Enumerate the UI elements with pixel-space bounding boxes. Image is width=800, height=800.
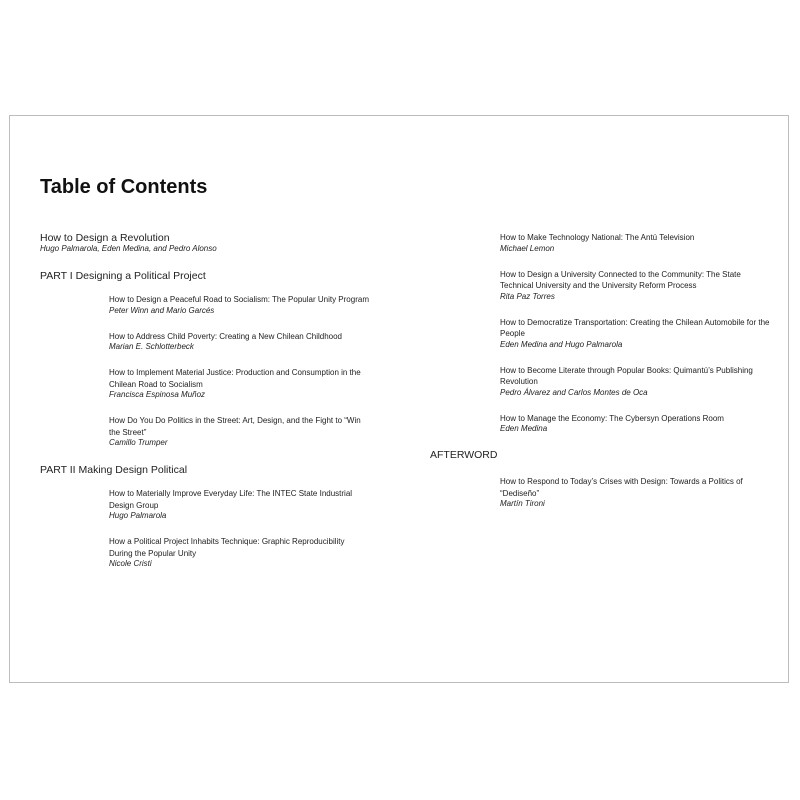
toc-entry <box>109 415 370 448</box>
toc-entry <box>500 413 770 435</box>
entry-authors: Peter Winn and Mario Garcés <box>109 305 215 315</box>
entry-authors: Nicole Cristi <box>109 559 152 568</box>
entry-title: How to Materially Improve Everyday Life: The INTEC State Industrial Design Group <box>109 489 353 510</box>
part-heading: PART I Designing a Political Project <box>40 270 206 282</box>
toc-entry <box>109 331 370 353</box>
right-column <box>430 232 770 524</box>
entry-authors: Hugo Palmarola <box>109 511 167 520</box>
entry-authors: Michael Lemon <box>500 243 555 253</box>
entry-title: How to Design a Revolution <box>40 232 170 244</box>
entry-authors: Eden Medina and Hugo Palmarola <box>500 339 623 349</box>
entry-title: How to Manage the Economy: The Cybersyn Operations Room <box>500 413 724 423</box>
toc-entry <box>500 476 770 509</box>
entry-title: How a Political Project Inhabits Technique: Graphic Reproducibility During the Popular Unity <box>109 537 345 558</box>
entry-title: How to Respond to Today’s Crises with Design: Towards a Politics of “Dediseño” <box>500 477 743 498</box>
entry-title: How to Design a Peaceful Road to Socialism: The Popular Unity Program <box>109 295 369 304</box>
entry-title: How to Implement Material Justice: Production and Consumption in the Chilean Road to Socialism <box>109 368 361 389</box>
part-heading: PART II Making Design Political <box>40 464 188 476</box>
toc-entry <box>109 536 370 569</box>
left-column <box>40 232 370 584</box>
part-1-entries <box>109 294 370 448</box>
entry-authors: Martín Tironi <box>500 499 545 508</box>
toc-entry <box>500 232 770 254</box>
entry-authors: Camillo Trumper <box>109 438 168 447</box>
page-title: Table of Contents <box>40 176 208 198</box>
afterword-heading: AFTERWORD <box>430 449 498 461</box>
entry-authors: Francisca Espinosa Muñoz <box>109 390 206 399</box>
entry-authors: Rita Paz Torres <box>500 291 555 301</box>
entry-title: How to Design a University Connected to the Community: The State Technical University and the University Reform Process <box>500 269 741 290</box>
toc-entry <box>500 365 770 398</box>
entry-title: How to Democratize Transportation: Creating the Chilean Automobile for the People <box>500 317 770 338</box>
entry-authors: Marian E. Schlotterbeck <box>109 342 194 351</box>
toc-entry <box>500 317 770 350</box>
afterword-entries <box>500 476 770 509</box>
entry-authors: Pedro Álvarez and Carlos Montes de Oca <box>500 387 648 397</box>
toc-entry <box>500 269 770 302</box>
entry-authors: Eden Medina <box>500 424 548 433</box>
toc-entry <box>109 294 370 316</box>
toc-page <box>9 115 789 683</box>
part-2-entries <box>109 488 370 569</box>
intro-entry <box>40 232 370 254</box>
entry-title: How Do You Do Politics in the Street: Art, Design, and the Fight to “Win the Street” <box>109 416 361 437</box>
entry-authors: Hugo Palmarola, Eden Medina, and Pedro Alonso <box>40 244 217 253</box>
entry-title: How to Become Literate through Popular Books: Quimantú’s Publishing Revolution <box>500 365 753 386</box>
entry-title: How to Address Child Poverty: Creating a New Chilean Childhood <box>109 331 343 341</box>
part-2-entries-continued <box>500 232 770 434</box>
toc-entry <box>109 488 370 521</box>
entry-title: How to Make Technology National: The Antú Television <box>500 233 695 242</box>
toc-entry <box>109 367 370 400</box>
